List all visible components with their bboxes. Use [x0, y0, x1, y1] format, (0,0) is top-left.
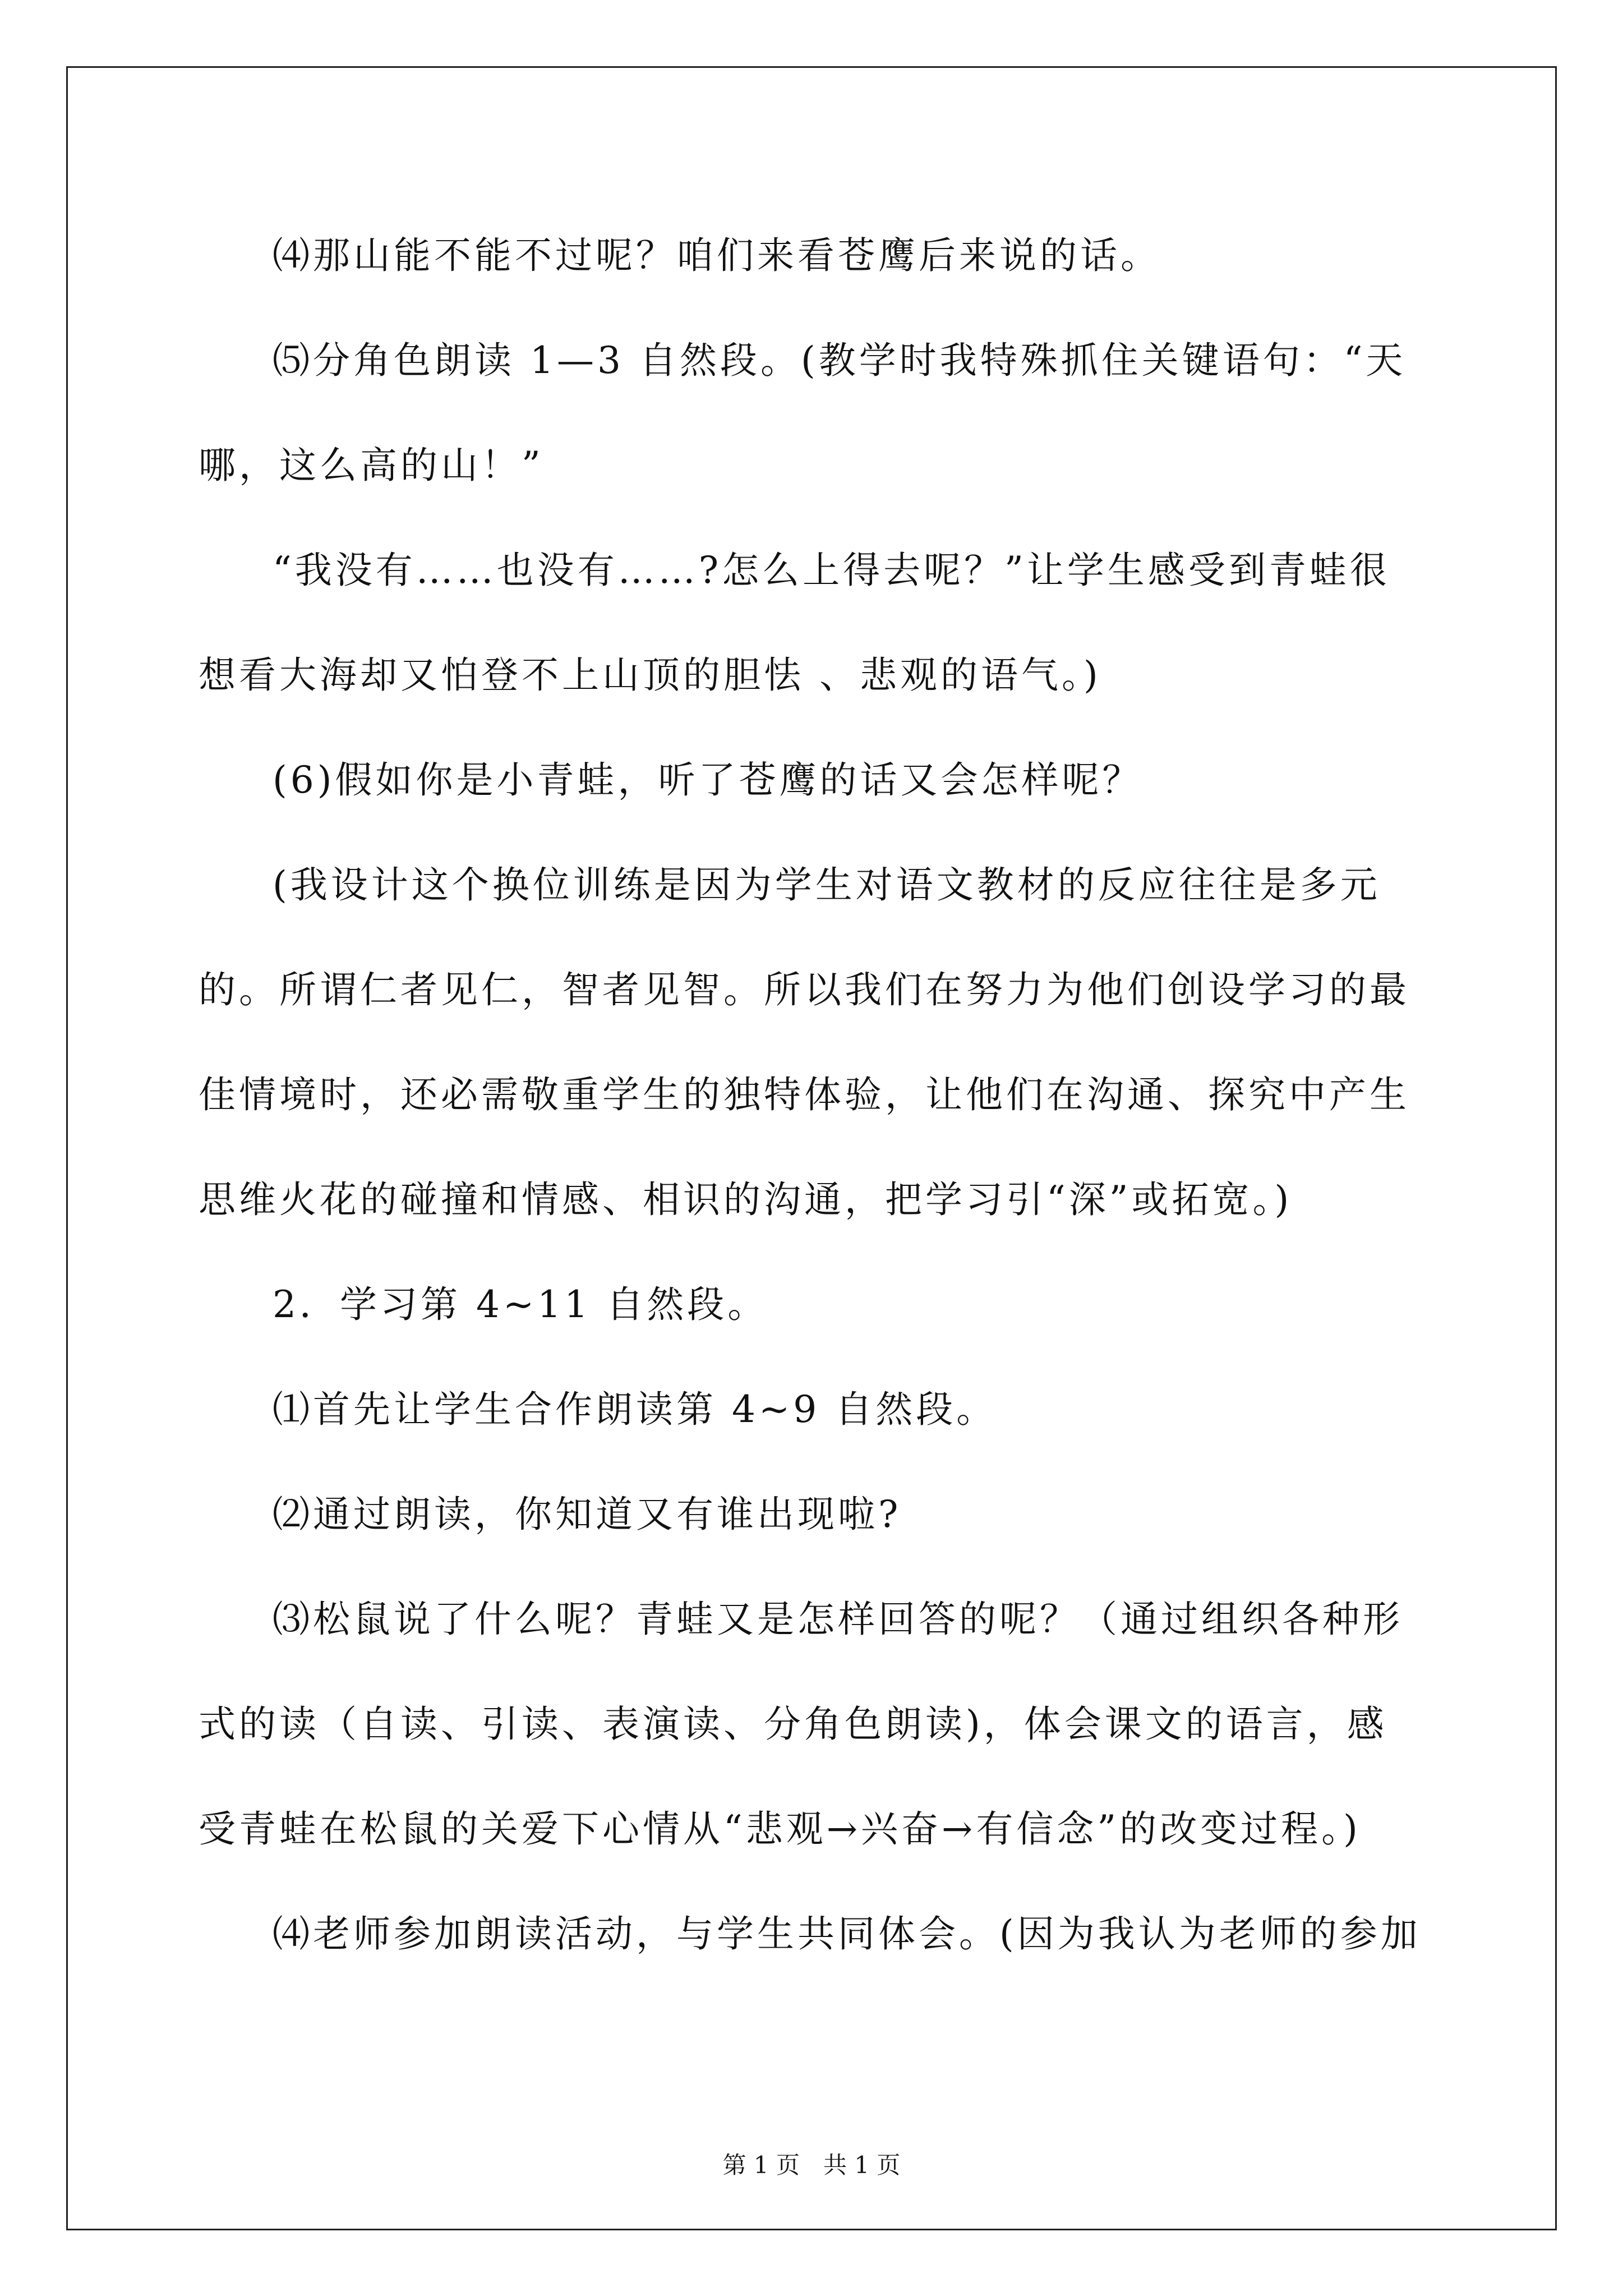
paragraph-7: ⑴首先让学生合作朗读第 4~9 自然段。 — [273, 1388, 997, 1431]
paragraph-5: (我设计这个换位训练是因为学生对语文教材的反应往往是多元的。所谓仁者见仁，智者见智。所以我们在努力为他们创设学习的最佳情境时，还必需敬重学生的独特体验，让他们在沟通、探究中产生思维火花的碰撞和情感、相识的沟通，把学习引“深”或拓宽。) — [199, 863, 1410, 1221]
paragraph-1: ⑷那山能不能不过呢？咱们来看苍鹰后来说的话。 — [273, 234, 1161, 277]
paragraph-6: 2．学习第 4~11 自然段。 — [273, 1283, 768, 1326]
paragraph-4: (6)假如你是小青蛙，听了苍鹰的话又会怎样呢？ — [273, 758, 1143, 802]
page-footer: 第 1 页 共 1 页 — [722, 2151, 901, 2179]
paragraph-8: ⑵通过朗读，你知道又有谁出现啦? — [273, 1493, 902, 1536]
paragraph-9: ⑶松鼠说了什么呢？青蛙又是怎样回答的呢？（通过组织各种形式的读（自读、引读、表演读、分角色朗读)，体会课文的语言，感受青蛙在松鼠的关爱下心情从“悲观→兴奋→有信念”的改变过程。) — [199, 1598, 1403, 1851]
paragraph-2: ⑸分角色朗读 1—3 自然段。(教学时我特殊抓住关键语句：“天哪，这么高的山！” — [199, 339, 1407, 487]
paragraph-3: “我没有……也没有……?怎么上得去呢？”让学生感受到青蛙很想看大海却又怕登不上山顶的胆怯 、悲观的语气。) — [199, 549, 1390, 697]
paragraph-10: ⑷老师参加朗读活动，与学生共同体会。(因为我认为老师的参加 — [273, 1912, 1421, 1955]
